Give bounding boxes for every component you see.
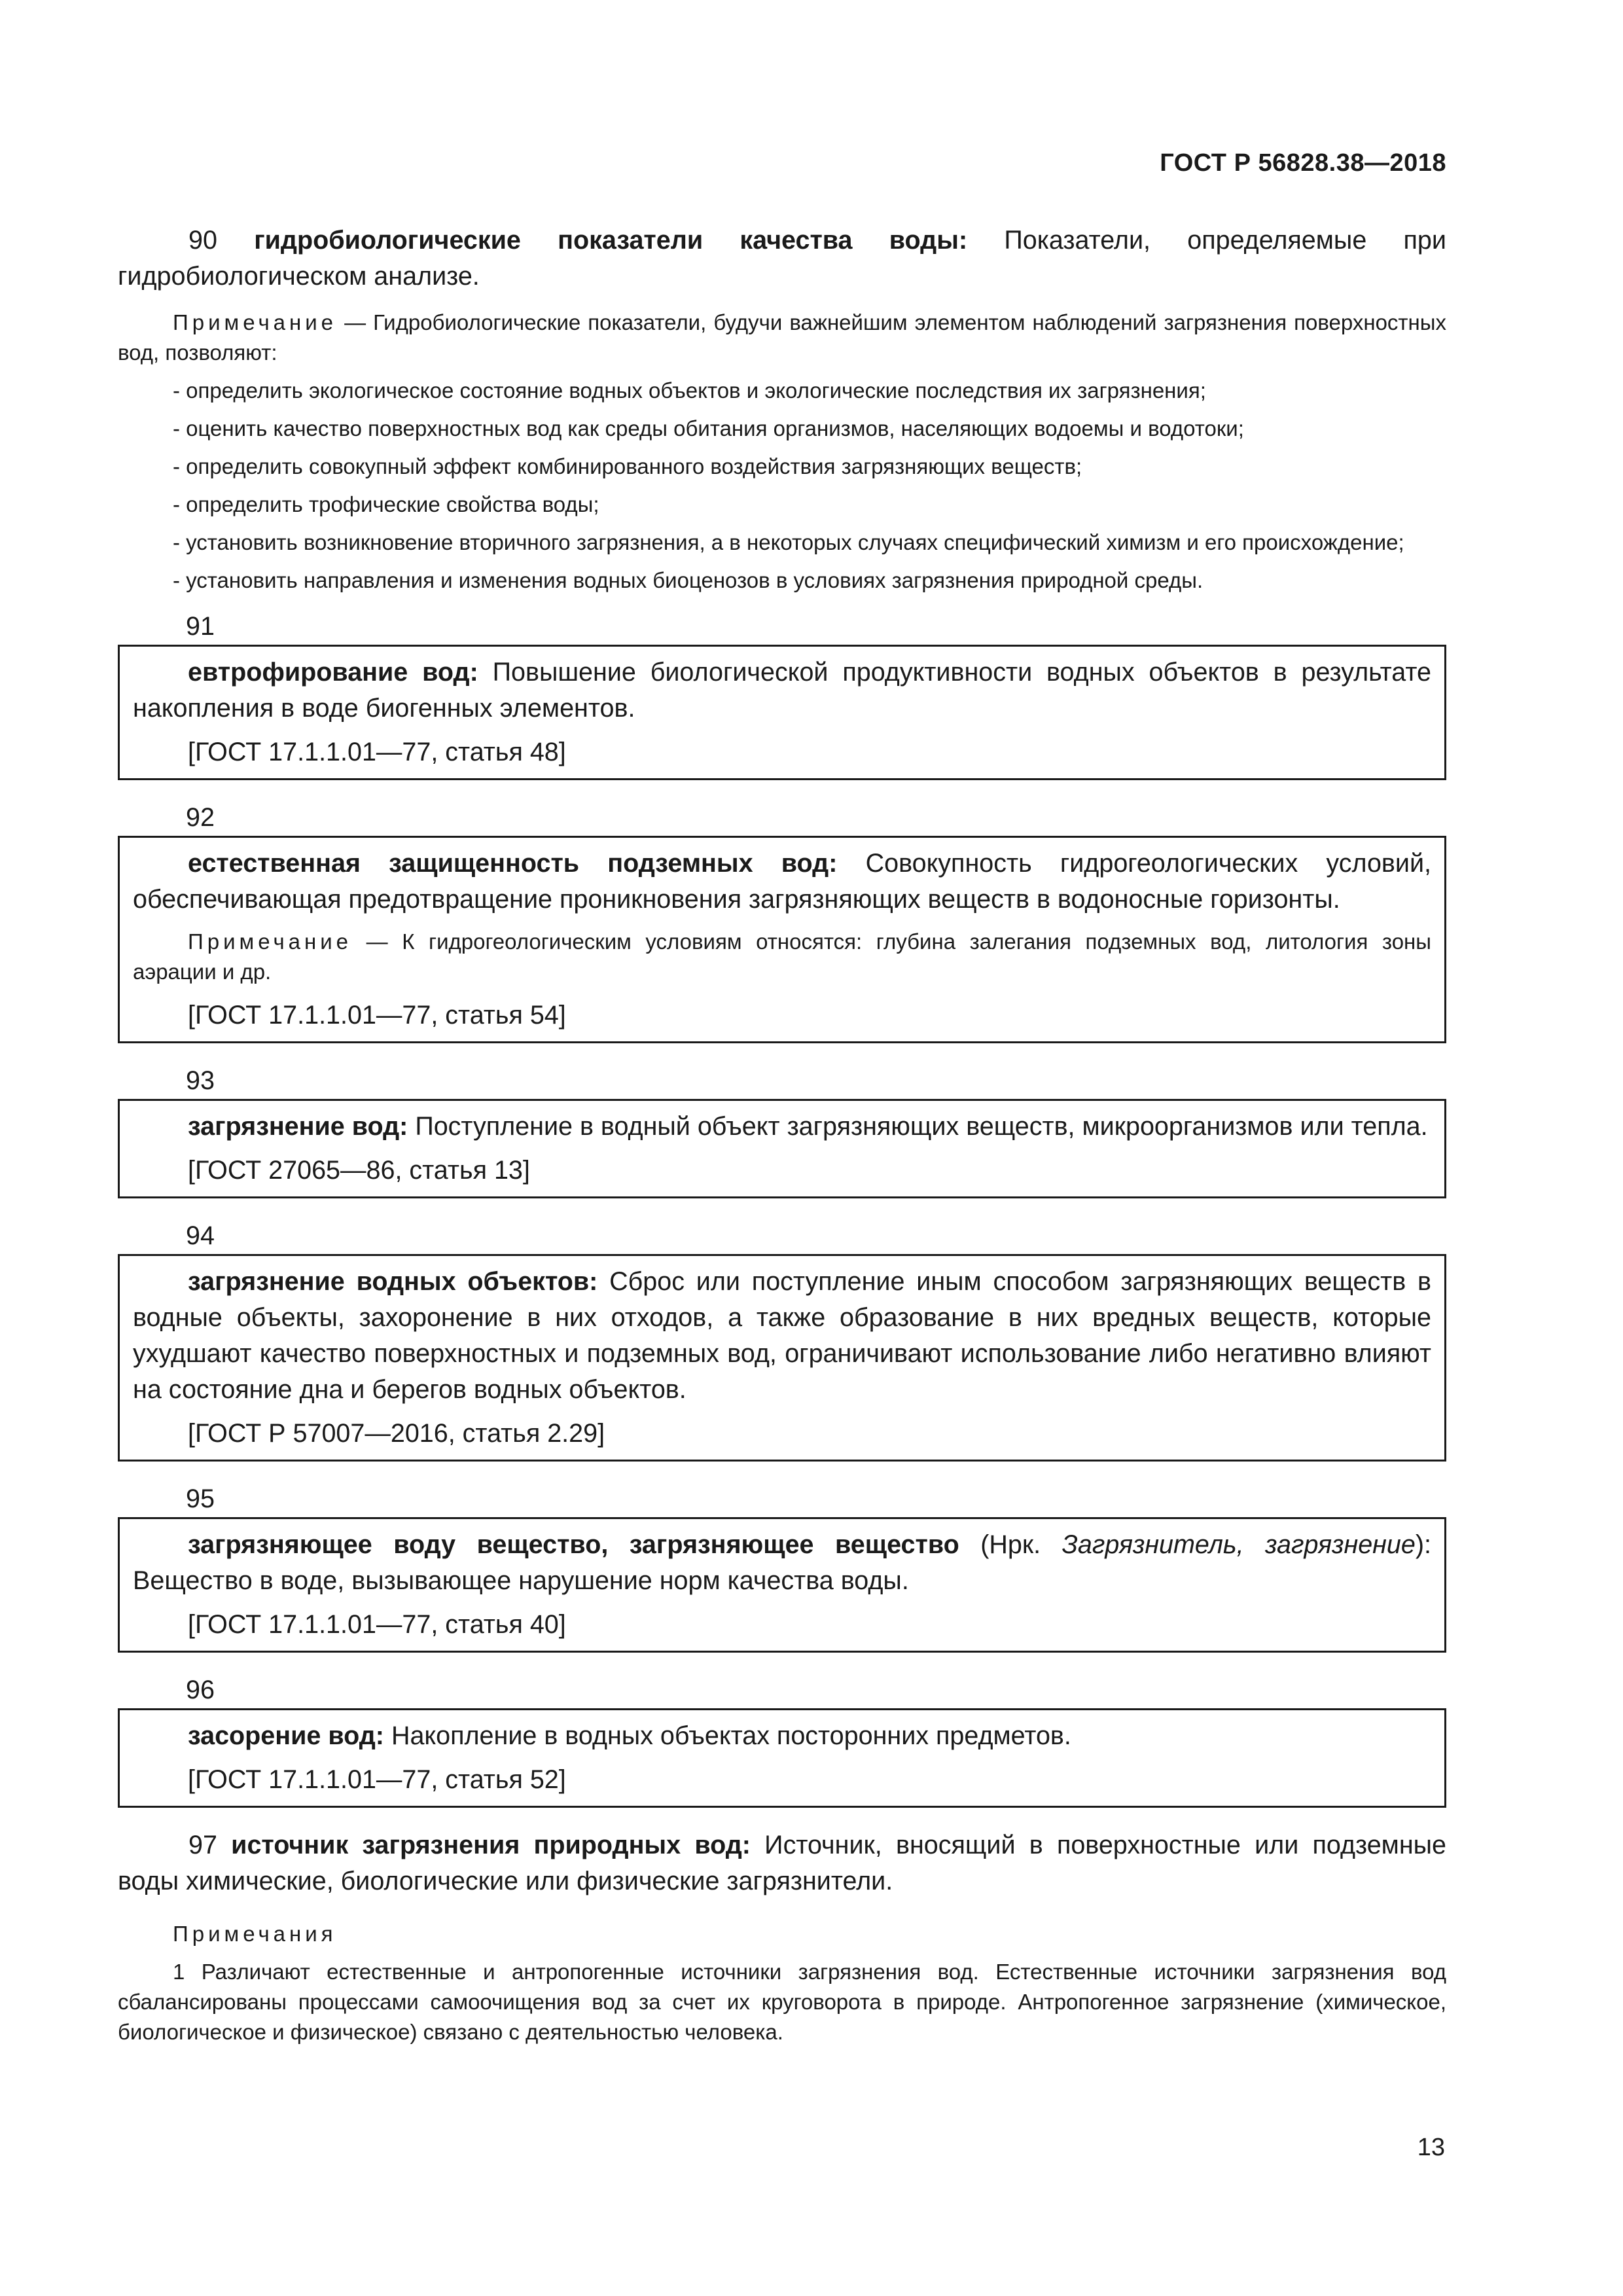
- term-92-note: [133, 927, 1431, 987]
- term-title: загрязнение водных объектов:: [188, 1267, 598, 1296]
- document-body: [118, 223, 1446, 2047]
- term-95-box: [118, 1517, 1446, 1653]
- note-bullet: - определить экологическое состояние водных объектов и экологические последствия их загрязнения;: [173, 378, 1206, 403]
- term-90: [118, 223, 1446, 295]
- term-title: источник загрязнения природных вод:: [231, 1831, 751, 1859]
- term-definition: Вещество в воде, вызывающее нарушение норм качества воды.: [133, 1566, 909, 1595]
- note-bullet: - оценить качество поверхностных вод как среды обитания организмов, населяющих водоемы и водотоки;: [173, 416, 1244, 440]
- term-95-number: 95: [186, 1484, 215, 1513]
- term-title: загрязнение вод:: [188, 1112, 408, 1141]
- term-92-box: [118, 836, 1446, 1043]
- document-code-header: ГОСТ Р 56828.38—2018: [1160, 149, 1446, 177]
- note-label: Примечание: [173, 310, 338, 334]
- term-definition: Повышение биологической продуктивности водных объектов в результате накопления в воде биогенных элементов.: [133, 658, 1432, 723]
- term-definition: Накопление в водных объектах посторонних предметов.: [391, 1721, 1071, 1750]
- term-number: 97: [188, 1831, 217, 1859]
- term-94-box: [118, 1254, 1446, 1462]
- deprecated-terms: Загрязнитель, загрязнение: [1061, 1530, 1416, 1559]
- term-93-box: [118, 1099, 1446, 1198]
- term-95: [133, 1527, 1431, 1599]
- term-source: [ГОСТ 17.1.1.01—77, статья 48]: [188, 738, 566, 766]
- note-bullet: - определить совокупный эффект комбинированного воздействия загрязняющих веществ;: [173, 454, 1082, 478]
- term-96: [133, 1718, 1431, 1754]
- term-93-number: 93: [186, 1066, 215, 1095]
- term-definition: Поступление в водный объект загрязняющих веществ, микроорганизмов или тепла.: [415, 1112, 1428, 1141]
- term-title: естественная защищенность подземных вод:: [188, 849, 838, 878]
- term-source: [ГОСТ 17.1.1.01—77, статья 52]: [188, 1765, 566, 1794]
- term-source: [ГОСТ Р 57007—2016, статья 2.29]: [188, 1419, 605, 1448]
- term-94: [133, 1264, 1431, 1408]
- deprecated-close: ):: [1415, 1530, 1431, 1559]
- term-91-number: 91: [186, 612, 215, 641]
- term-91: [133, 655, 1431, 726]
- term-90-note: [118, 308, 1446, 368]
- term-title: засорение вод:: [188, 1721, 384, 1750]
- term-92-number: 92: [186, 803, 215, 832]
- term-96-number: 96: [186, 1676, 215, 1704]
- term-92: [133, 846, 1431, 918]
- page-number: 13: [1417, 2134, 1445, 2161]
- note-bullet: - определить трофические свойства воды;: [173, 492, 599, 516]
- term-title: гидробиологические показатели качества воды:: [254, 226, 968, 255]
- term-source: [ГОСТ 17.1.1.01—77, статья 40]: [188, 1610, 566, 1639]
- term-93: [133, 1109, 1431, 1145]
- note-text: — К гидрогеологическим условиям относятся: глубина залегания подземных вод, литология зоны аэрации и др.: [133, 929, 1431, 984]
- deprecated-label: (Нрк.: [980, 1530, 1041, 1559]
- term-definition: Сброс или поступление иным способом загрязняющих веществ в водные объекты, захоронение в них отходов, а также образование в них вредных веществ, которые ухудшают качество поверхностных и подземных вод, ограничивают использование либо негативно влияют на состояние дна и берегов водных объектов.: [133, 1267, 1431, 1404]
- term-source: [ГОСТ 27065—86, статья 13]: [188, 1156, 530, 1185]
- term-definition: Совокупность гидрогеологических условий, обеспечивающая предотвращение проникновения загрязняющих веществ в водоносные горизонты.: [133, 849, 1431, 914]
- term-96-box: [118, 1708, 1446, 1808]
- term-97: [118, 1827, 1446, 1899]
- term-definition: Показатели, определяемые при гидробиологическом анализе.: [118, 226, 1446, 291]
- term-number: 90: [188, 226, 217, 255]
- term-title: евтрофирование вод:: [188, 658, 478, 687]
- term-91-box: [118, 645, 1446, 780]
- term-title: загрязняющее воду вещество, загрязняющее вещество: [188, 1530, 959, 1559]
- term-definition: Источник, вносящий в поверхностные или подземные воды химические, биологические или физические загрязнители.: [118, 1831, 1446, 1895]
- note-label: Примечание: [188, 929, 353, 954]
- term-97-note-1: 1 Различают естественные и антропогенные источники загрязнения вод. Естественные источники загрязнения вод сбалансированы процессами самоочищения вод за счет их круговорота в природе. Антропогенное загрязнение (химическое, биологическое и физическое) связано с деятельностью человека.: [118, 1960, 1446, 2044]
- note-bullet: - установить возникновение вторичного загрязнения, а в некоторых случаях специфический химизм и его происхождение;: [173, 530, 1404, 554]
- note-text: — Гидробиологические показатели, будучи важнейшим элементом наблюдений загрязнения поверхностных вод, позволяют:: [118, 310, 1446, 365]
- term-97-notes-label: [118, 1919, 1446, 1949]
- notes-label: Примечания: [173, 1922, 337, 1946]
- term-source: [ГОСТ 17.1.1.01—77, статья 54]: [188, 1001, 566, 1030]
- term-94-number: 94: [186, 1221, 215, 1250]
- note-bullet: - установить направления и изменения водных биоценозов в условиях загрязнения природной среды.: [173, 568, 1204, 592]
